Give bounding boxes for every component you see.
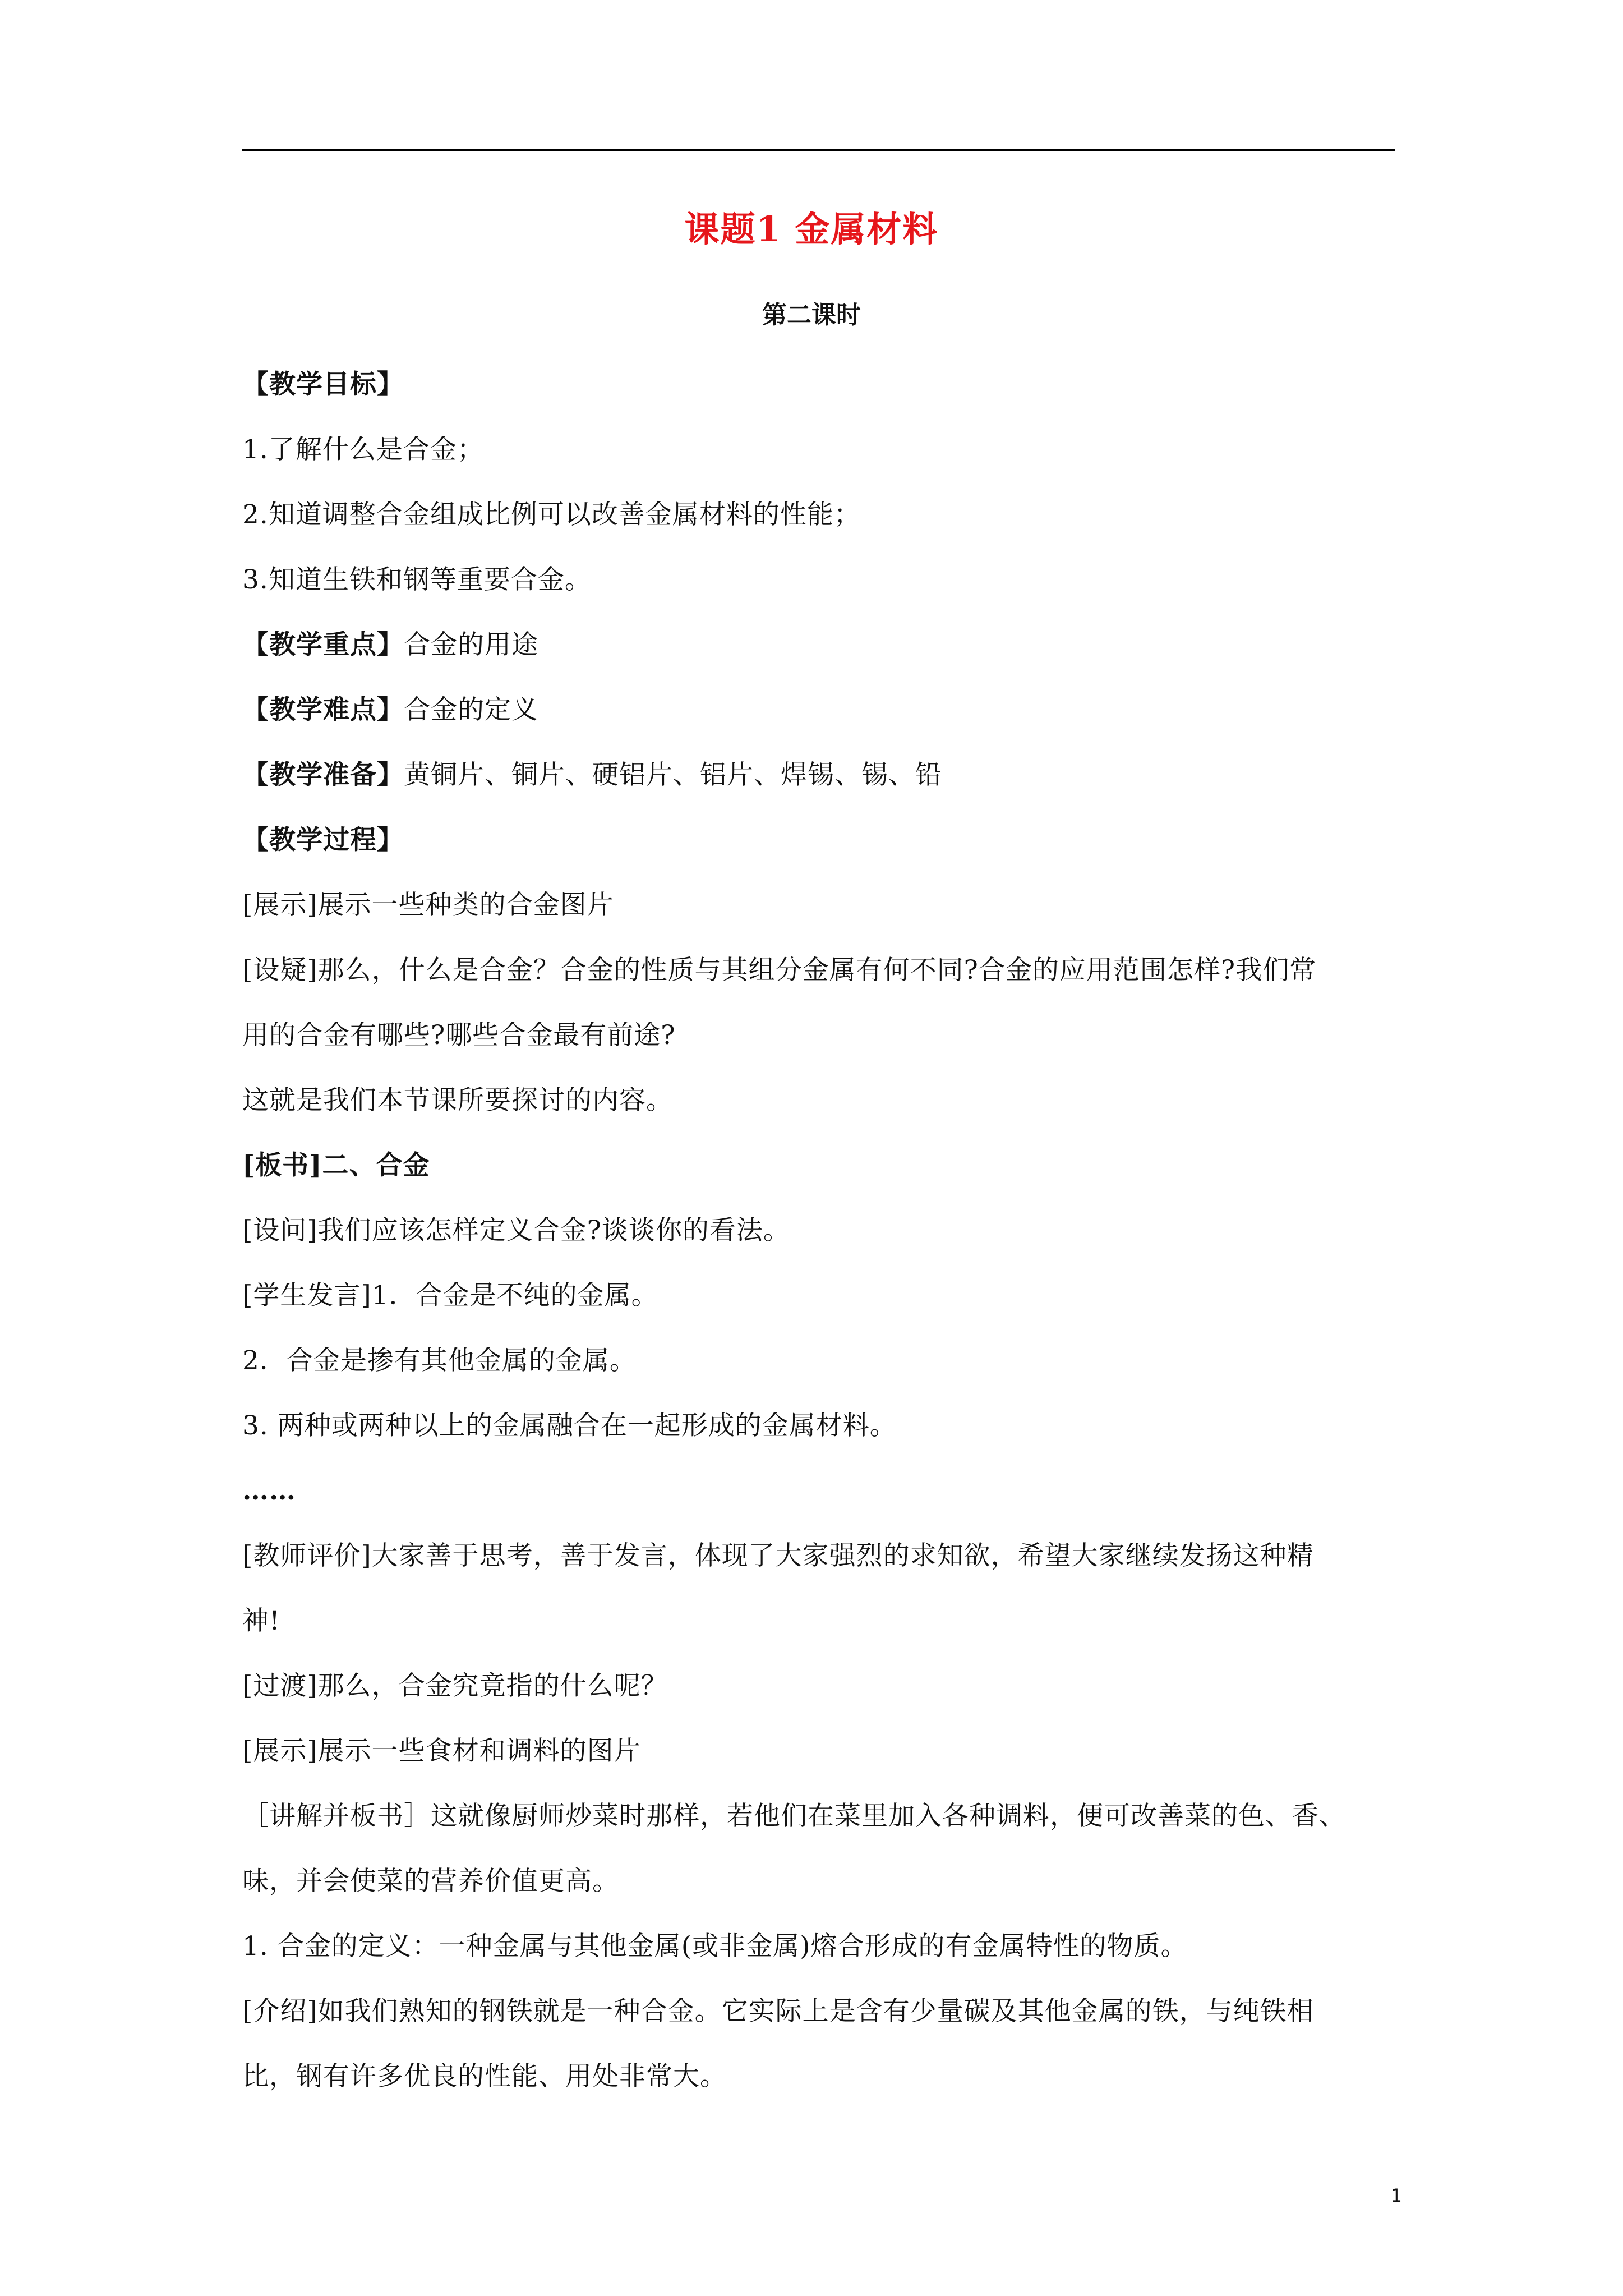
body-line [242,1458,1398,1524]
body-line [242,1393,1398,1458]
body-line [242,1198,1398,1263]
body-line [242,1328,1398,1393]
body-line [242,1589,1398,1654]
document-subtitle: 第二课时 [762,301,861,329]
line-text: 1. 合金的定义：一种金属与其他金属(或非金属)熔合形成的有金属特性的物质。 [242,1931,1188,1962]
body-line [242,743,1398,808]
section-label: 【教学重点】 [242,629,404,660]
body-line [242,1979,1398,2044]
line-text: 味，并会使菜的营养价值更高。 [242,1866,619,1897]
section-label: 【教学准备】 [242,760,404,790]
body-line [242,1849,1398,1914]
body-line [242,1719,1398,1784]
body-line [242,417,1398,482]
body-line [242,482,1398,547]
body-line [242,352,1398,417]
header-rule [242,149,1395,151]
body-line [242,808,1398,873]
section-label: 【教学目标】 [242,369,404,400]
line-text: 合金的定义 [404,694,538,725]
section-label: [板书]二、合金 [242,1150,430,1181]
line-text: ［讲解并板书］这就像厨师炒菜时那样，若他们在菜里加入各种调料，便可改善菜的色、香、 [242,1801,1346,1832]
line-text: 黄铜片、铜片、硬铝片、铝片、焊锡、锡、铅 [404,760,942,790]
body-line [242,873,1398,938]
line-text: 神! [242,1605,280,1636]
line-text: [设疑]那么，什么是合金？合金的性质与其组分金属有何不同?合金的应用范围怎样?我们常 [242,955,1317,986]
line-text: [教师评价]大家善于思考，善于发言，体现了大家强烈的求知欲，希望大家继续发扬这种精 [242,1540,1314,1571]
body-line [242,678,1398,743]
line-text: 合金的用途 [404,629,538,660]
line-text: 3.知道生铁和钢等重要合金。 [242,564,592,595]
page-number: 1 [1390,2185,1402,2206]
body-line [242,1003,1398,1068]
body-line [242,1263,1398,1328]
body-line [242,938,1398,1003]
line-text: [过渡]那么，合金究竟指的什么呢？ [242,1671,668,1701]
line-text: [学生发言]1．合金是不纯的金属。 [242,1280,658,1311]
line-text: [介绍]如我们熟知的钢铁就是一种合金。它实际上是含有少量碳及其他金属的铁，与纯铁相 [242,1996,1314,2027]
body-line [242,613,1398,678]
line-text: [设问]我们应该怎样定义合金?谈谈你的看法。 [242,1215,790,1246]
body-line [242,2044,1398,2109]
body-line [242,1524,1398,1589]
document-body [242,352,1398,2109]
body-line [242,1914,1398,1979]
line-text: 2．合金是掺有其他金属的金属。 [242,1345,637,1376]
line-text: [展示]展示一些食材和调料的图片 [242,1736,641,1766]
line-text: [展示]展示一些种类的合金图片 [242,890,614,921]
section-label: …… [242,1475,296,1506]
body-line [242,1133,1398,1198]
body-line [242,547,1398,613]
line-text: 1.了解什么是合金； [242,434,484,465]
line-text: 这就是我们本节课所要探讨的内容。 [242,1085,673,1116]
line-text: 用的合金有哪些?哪些合金最有前途? [242,1020,676,1051]
section-label: 【教学过程】 [242,825,404,855]
document-title: 课题1 金属材料 [684,209,939,250]
body-line [242,1784,1398,1849]
line-text: 比，钢有许多优良的性能、用处非常大。 [242,2061,727,2092]
line-text: 3. 两种或两种以上的金属融合在一起形成的金属材料。 [242,1410,897,1441]
line-text: 2.知道调整合金组成比例可以改善金属材料的性能； [242,499,861,530]
body-line [242,1654,1398,1719]
body-line [242,1068,1398,1133]
section-label: 【教学难点】 [242,694,404,725]
